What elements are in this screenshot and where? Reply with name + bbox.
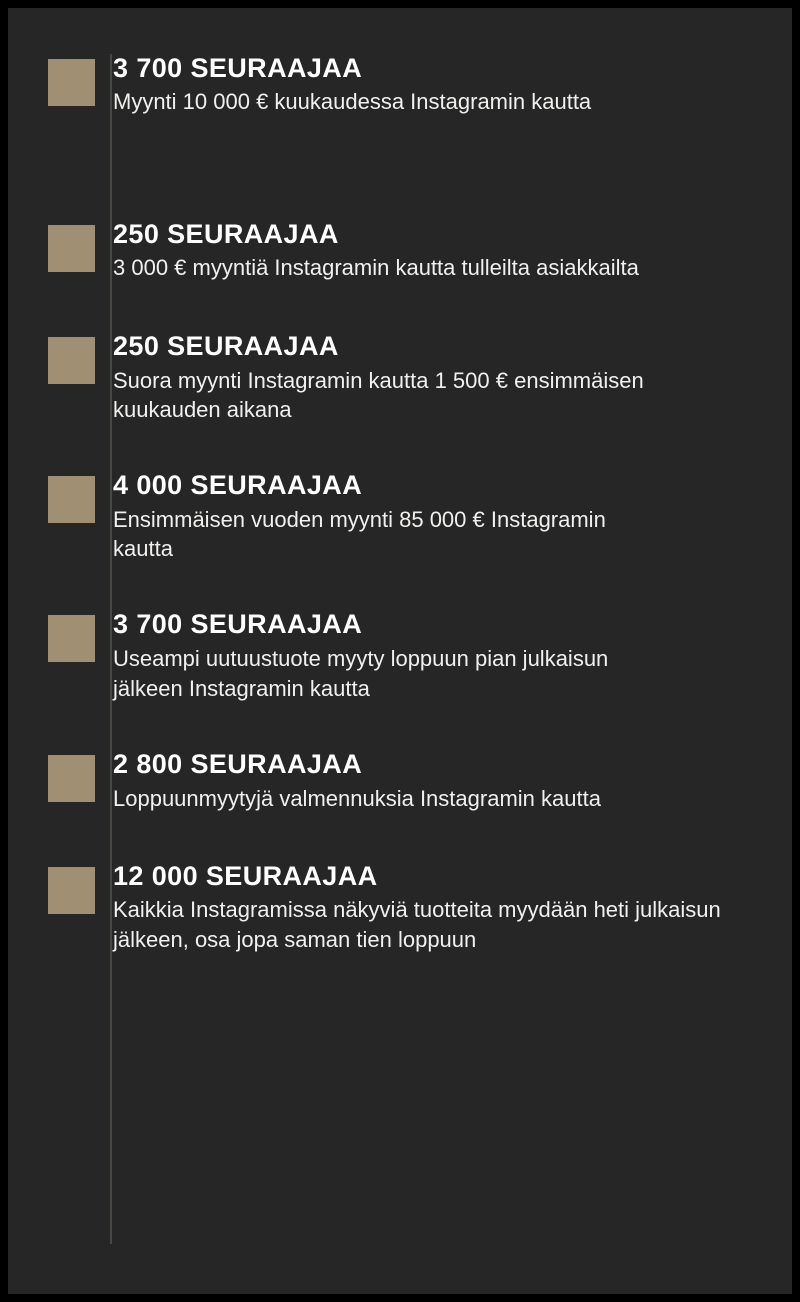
- list-item-heading: 250 SEURAAJAA: [113, 219, 339, 250]
- list-item: [8, 609, 792, 703]
- list-item-heading: 2 800 SEURAAJAA: [113, 749, 363, 780]
- list-item-heading: 4 000 SEURAAJAA: [113, 470, 363, 501]
- list-item-description: Kaikkia Instagramissa näkyviä tuotteita myydään heti julkaisun jälkeen, osa jopa saman tien loppuun: [113, 896, 721, 952]
- list-item: [8, 53, 792, 117]
- bullet-square-icon: [48, 867, 95, 914]
- bullet-square-icon: [48, 476, 95, 523]
- list-item: [8, 470, 792, 564]
- list-item-heading: 12 000 SEURAAJAA: [113, 860, 378, 891]
- list-item-text: [113, 749, 621, 813]
- list-item: [8, 331, 792, 425]
- list-item-description: Myynti 10 000 € kuukaudessa Instagramin kautta: [113, 89, 592, 115]
- list-item-heading: 3 700 SEURAAJAA: [113, 53, 363, 83]
- list-item-heading: 3 700 SEURAAJAA: [113, 609, 363, 640]
- list-item: [8, 749, 792, 813]
- list-item-description: Useampi uutuustuote myyty loppuun pian julkaisun jälkeen Instagramin kautta: [113, 645, 609, 701]
- list-item-text: [113, 219, 659, 283]
- bullet-square-icon: [48, 615, 95, 662]
- list-item: [8, 219, 792, 283]
- testimonial-list: [8, 8, 792, 955]
- list-item-heading: 250 SEURAAJAA: [113, 331, 339, 362]
- bullet-square-icon: [48, 225, 95, 272]
- bullet-square-icon: [48, 337, 95, 384]
- list-item: [8, 861, 792, 955]
- list-item-text: [113, 331, 678, 425]
- list-item-description: Ensimmäisen vuoden myynti 85 000 € Instagramin kautta: [113, 506, 606, 562]
- testimonial-panel: [8, 8, 792, 1294]
- list-item-description: Suora myynti Instagramin kautta 1 500 € ensimmäisen kuukauden aikana: [113, 367, 644, 423]
- list-item-description: Loppuunmyytyjä valmennuksia Instagramin kautta: [113, 785, 601, 811]
- list-item-text: [113, 470, 638, 564]
- list-item-text: [113, 53, 611, 117]
- list-item-text: [113, 609, 688, 703]
- list-item-description: 3 000 € myyntiä Instagramin kautta tulleilta asiakkailta: [113, 255, 639, 281]
- bullet-square-icon: [48, 755, 95, 802]
- bullet-square-icon: [48, 59, 95, 106]
- list-item-text: [113, 861, 753, 955]
